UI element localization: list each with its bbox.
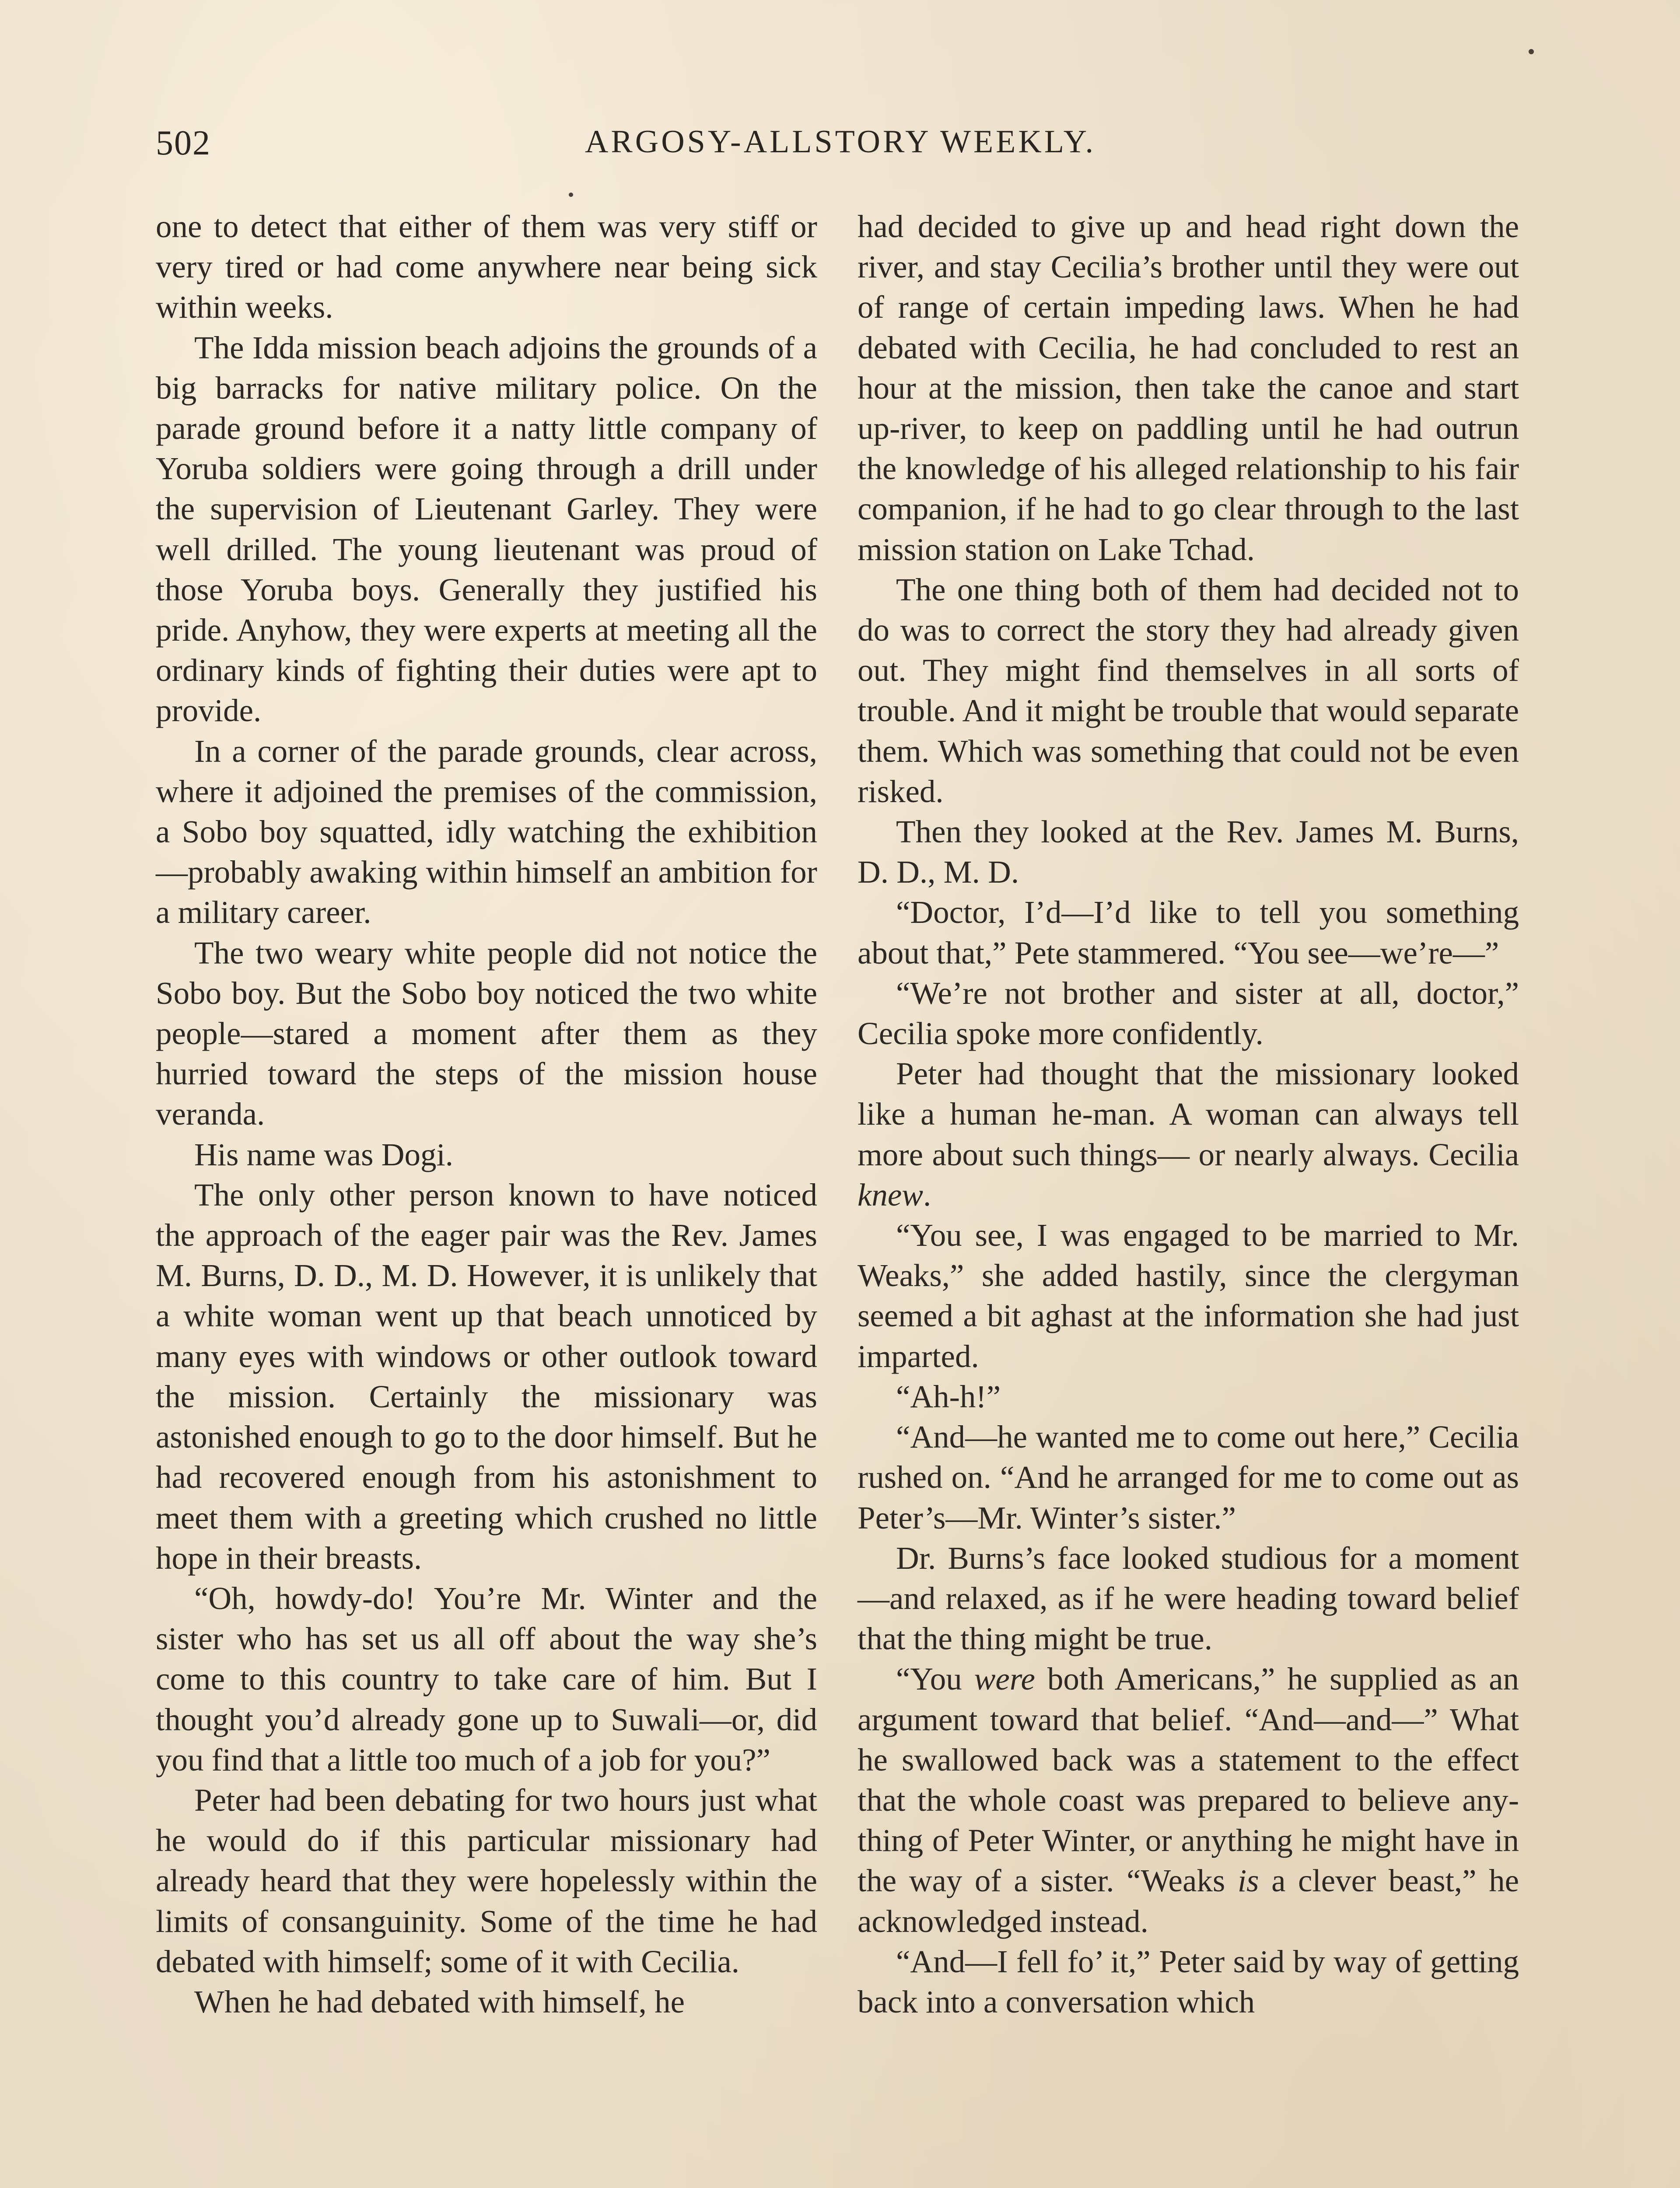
print-speck [1529, 49, 1534, 54]
paragraph: Dr. Burns’s face looked studious for a moment—and relaxed, as if he were heading toward belief that the thing might be true. [858, 1540, 1519, 1657]
right-column [858, 207, 1519, 2022]
paragraph: “Doctor, I’d—I’d like to tell you something about that,” Pete stammered. “You see—we’re—” [858, 894, 1519, 971]
page-header [156, 123, 1525, 176]
paragraph [858, 1054, 1519, 1215]
text-run: Peter had thought that the missionary looked like a human he-man. A woman can always tell more about such things— or nearly always. Cecilia [858, 1056, 1519, 1172]
print-speck [569, 193, 573, 197]
page-number: 502 [156, 124, 211, 162]
paragraph: The two weary white people did not notice the Sobo boy. But the Sobo boy noticed the two white people—stared a moment after them as they hurried toward the steps of the mission house veranda. [156, 935, 817, 1132]
paragraph: Peter had been debating for two hours just what he would do if this particular missionary had already heard that they were hopelessly within the limits of consanguinity. Some of the time he had debated with himself; some of it with Cecilia. [156, 1782, 817, 1979]
text-run: . [923, 1177, 931, 1213]
paragraph: The only other person known to have noticed the approach of the eager pair was the Rev. James M. Burns, D. D., M. D. However, it is unlikely that a white woman went up that beach unnoticed by many eyes with windows or other outlook toward the mission. Certainly the missionary was astonished enough to go to the door himself. But he had recovered enough from his astonishment to meet them with a greeting which crushed no little hope in their breasts. [156, 1177, 817, 1576]
running-title: ARGOSY-ALLSTORY WEEKLY. [584, 124, 1096, 160]
text-run: both Americans,” he supplied as an argument toward that belief. “And—and—” What he swallowed back was a statement to the effect that the whole coast was prepared to believe anything of Peter Winter, or anything he might have in the way of a sister. “Weaks [858, 1661, 1519, 1899]
paragraph: one to detect that either of them was very stiff or very tired or had come anywhere near being sick within weeks. [156, 209, 817, 325]
paragraph: In a corner of the parade grounds, clear across, where it adjoined the premises of the commission, a Sobo boy squatted, idly watching the exhibition—probably awaking within himself an ambition for a military career. [156, 733, 817, 930]
left-column [156, 207, 817, 2022]
paragraph: Then they looked at the Rev. James M. Burns, D. D., M. D. [858, 814, 1519, 890]
paragraph [858, 1659, 1519, 1941]
paragraph: “And—he wanted me to come out here,” Cecilia rushed on. “And he arranged for me to come out as Peter’s—Mr. Winter’s sister.” [858, 1419, 1519, 1536]
italic-text: were [974, 1661, 1035, 1697]
italic-text: knew [858, 1177, 923, 1213]
text-run: “You [896, 1661, 974, 1697]
text-run: a clever beast,” he acknowledged instead. [858, 1863, 1519, 1939]
italic-text: is [1237, 1863, 1259, 1899]
paragraph: His name was Dogi. [194, 1136, 454, 1172]
paragraph: “And—I fell fo’ it,” Peter said by way of getting back into a conversation which [858, 1943, 1519, 2020]
paragraph: The Idda mission beach adjoins the grounds of a big barracks for native military police. On the parade ground before it a natty little company of Yoruba soldiers were going through a drill under the supervision of Lieutenant Garley. They were well drilled. The young lieutenant was proud of those Yoruba boys. Generally they justified his pride. Anyhow, they were experts at meeting all the ordinary kinds of fighting their duties were apt to provide. [156, 330, 817, 729]
paragraph: The one thing both of them had decided not to do was to correct the story they had already given out. They might find themselves in all sorts of trouble. And it might be trouble that would separate them. Which was something that could not be even risked. [858, 572, 1519, 809]
paragraph: “You see, I was engaged to be married to Mr. Weaks,” she added hastily, since the clergyman seemed a bit aghast at the information she had just imparted. [858, 1217, 1519, 1374]
paragraph: When he had debated with himself, he [194, 1984, 685, 2020]
paragraph: “Oh, howdy-do! You’re Mr. Winter and the sister who has set us all off about the way she’s come to this country to take care of him. But I thought you’d already gone up to Suwali—or, did you find that a little too much of a job for you?” [156, 1580, 817, 1778]
paragraph: had decided to give up and head right down the river, and stay Cecilia’s brother until they were out of range of certain impeding laws. When he had debated with Cecilia, he had concluded to rest an hour at the mission, then take the canoe and start up-river, to keep on paddling until he had outrun the knowledge of his alleged relationship to his fair companion, if he had to go clear through to the last mission station on Lake Tchad. [858, 209, 1519, 567]
paragraph: “We’re not brother and sister at all, doctor,” Cecilia spoke more confidently. [858, 975, 1519, 1052]
paragraph: “Ah-h!” [896, 1378, 1001, 1414]
